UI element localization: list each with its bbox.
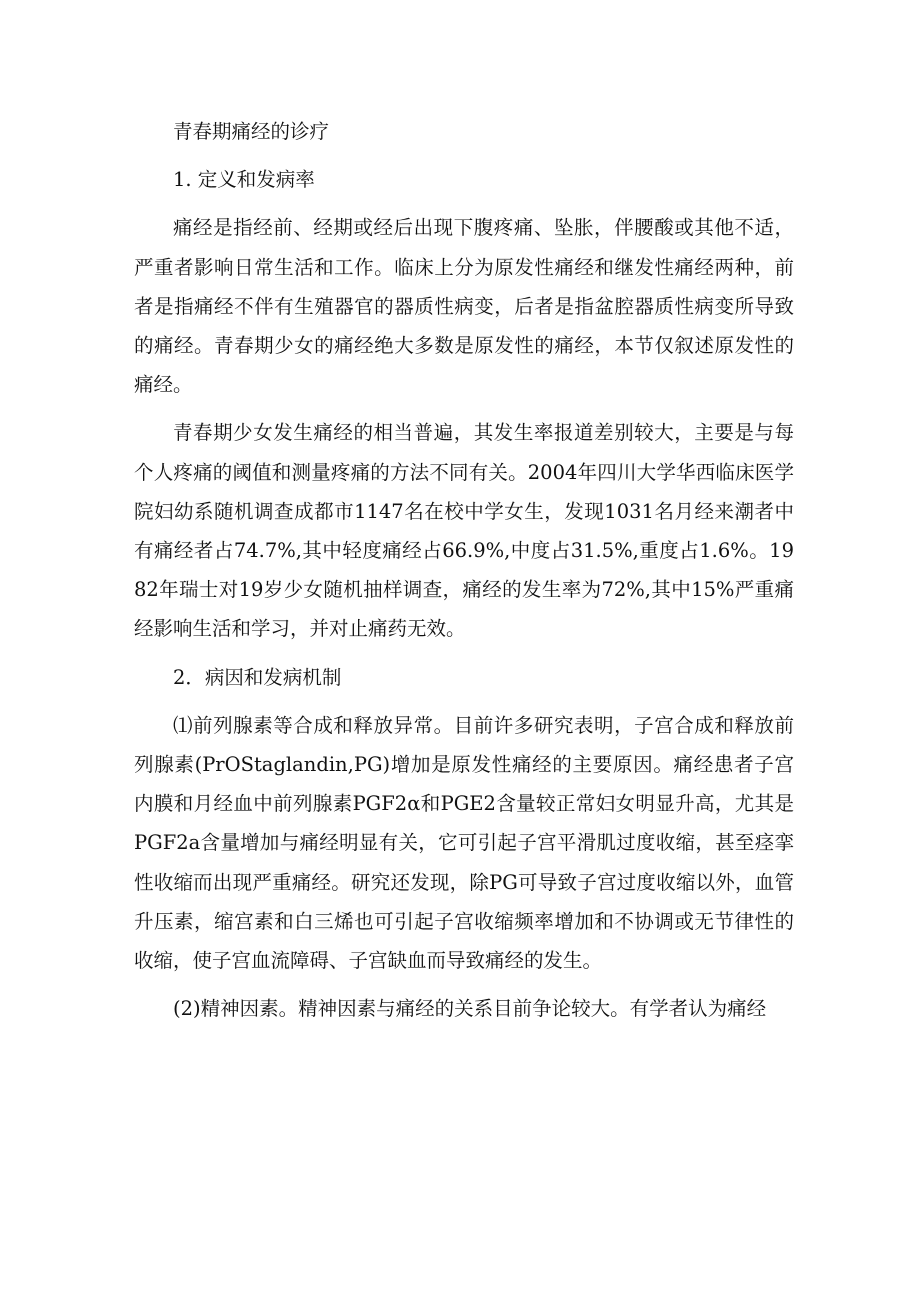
paragraph-incidence: 青春期少女发生痛经的相当普遍，其发生率报道差别较大，主要是与每个人疼痛的阈值和测量疼痛的方法不同有关。2004年四川大学华西临床医学院妇幼系随机调查成都市1147名在校中学女生，发现1031名月经来潮者中有痛经者占74.7%,其中轻度痛经占66.9%,中度占31.5%,重度占1.6%。1982年瑞士对19岁少女随机抽样调查，痛经的发生率为72%,其中15%严重痛经影响生活和学习，并对止痛药无效。 [134,421,794,641]
section-1-heading: 1. 定义和发病率 [173,168,315,192]
paragraph-mental-factors: (2)精神因素。精神因素与痛经的关系目前争论较大。有学者认为痛经 [173,997,767,1021]
section-2-heading: 2．病因和发病机制 [173,665,342,689]
paragraph-definition: 痛经是指经前、经期或经后出现下腹疼痛、坠胀，伴腰酸或其他不适，严重者影响日常生活和工作。临床上分为原发性痛经和继发性痛经两种，前者是指痛经不伴有生殖器官的器质性病变，后者是指盆腔器质性病变所导致的痛经。青春期少女的痛经绝大多数是原发性的痛经，本节仅叙述原发性的痛经。 [134,216,794,397]
paragraph-prostaglandin: ⑴前列腺素等合成和释放异常。目前许多研究表明，子宫合成和释放前列腺素(PrOStaglandin,PG)增加是原发性痛经的主要原因。痛经患者子宫内膜和月经血中前列腺素PGF2α和PGE2含量较正常妇女明显升高，尤其是PGF2a含量增加与痛经明显有关，它可引起子宫平滑肌过度收缩，甚至痉挛性收缩而出现严重痛经。研究还发现，除PG可导致子宫过度收缩以外，血管升压素，缩宫素和白三烯也可引起子宫收缩频率增加和不协调或无节律性的收缩，使子宫血流障碍、子宫缺血而导致痛经的发生。 [134,713,794,973]
document-title: 青春期痛经的诊疗 [173,120,330,143]
document-body [134,112,794,1037]
